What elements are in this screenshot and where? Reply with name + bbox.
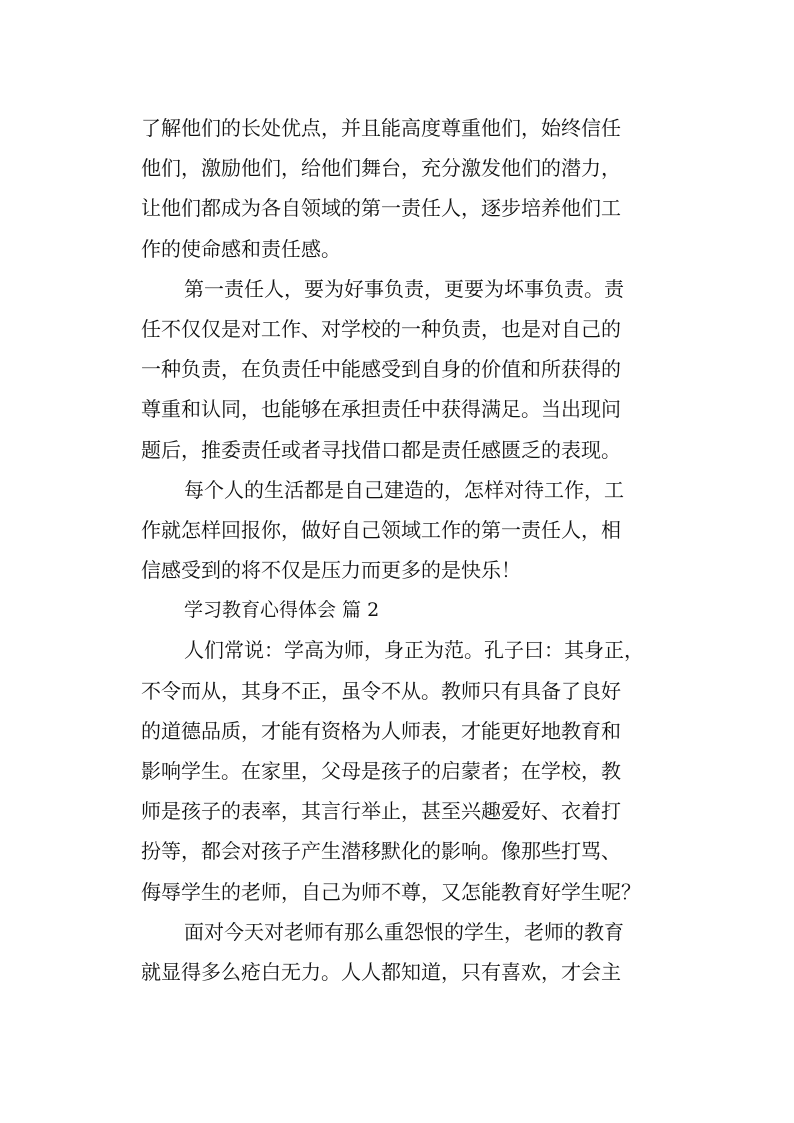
text-line: 的道德品质，才能有资格为人师表，才能更好地教育和	[141, 718, 621, 743]
text-line: 尊重和认同，也能够在承担责任中获得满足。当出现问	[141, 397, 621, 422]
text-line: 了解他们的长处优点，并且能高度尊重他们，始终信任	[141, 116, 621, 140]
paragraph-first-line: 第一责任人，要为好事负责，更要为坏事负责。责	[184, 276, 624, 301]
document-body	[141, 108, 661, 992]
text-line: 扮等，都会对孩子产生潜移默化的影响。像那些打骂、	[141, 839, 621, 864]
text-line: 就显得多么疮白无力。人人都知道，只有喜欢，才会主	[141, 959, 621, 984]
text-line: 任不仅仅是对工作、对学校的一种负责，也是对自己的	[141, 316, 621, 341]
text-line: 让他们都成为各自领域的第一责任人，逐步培养他们工	[141, 196, 621, 221]
paragraph-first-line: 人们常说：学高为师，身正为范。孔子曰：其身正，	[184, 638, 644, 663]
paragraph-first-line: 每个人的生活都是自己建造的，怎样对待工作，工	[184, 477, 624, 502]
text-line: 一种负责，在负责任中能感受到自身的价值和所获得的	[141, 357, 621, 382]
paragraph-first-line: 面对今天对老师有那么重怨恨的学生，老师的教育	[184, 919, 624, 944]
text-line: 作的使命感和责任感。	[141, 236, 341, 261]
section-heading: 学习教育心得体会 篇 2	[184, 599, 380, 622]
text-line: 不令而从，其身不正，虽令不从。教师只有具备了良好	[141, 678, 621, 703]
text-line: 题后，推委责任或者寻找借口都是责任感匮乏的表现。	[141, 437, 621, 462]
text-line: 信感受到的将不仅是压力而更多的是快乐！	[141, 558, 521, 583]
text-line: 师是孩子的表率，其言行举止，甚至兴趣爱好、衣着打	[141, 799, 621, 824]
text-line: 侮辱学生的老师，自己为师不尊，又怎能教育好学生呢？	[141, 879, 641, 904]
text-line: 他们，激励他们，给他们舞台，充分激发他们的潜力，	[141, 156, 621, 181]
text-line: 作就怎样回报你，做好自己领域工作的第一责任人，相	[141, 517, 621, 542]
text-line: 影响学生。在家里，父母是孩子的启蒙者；在学校，教	[141, 759, 621, 783]
